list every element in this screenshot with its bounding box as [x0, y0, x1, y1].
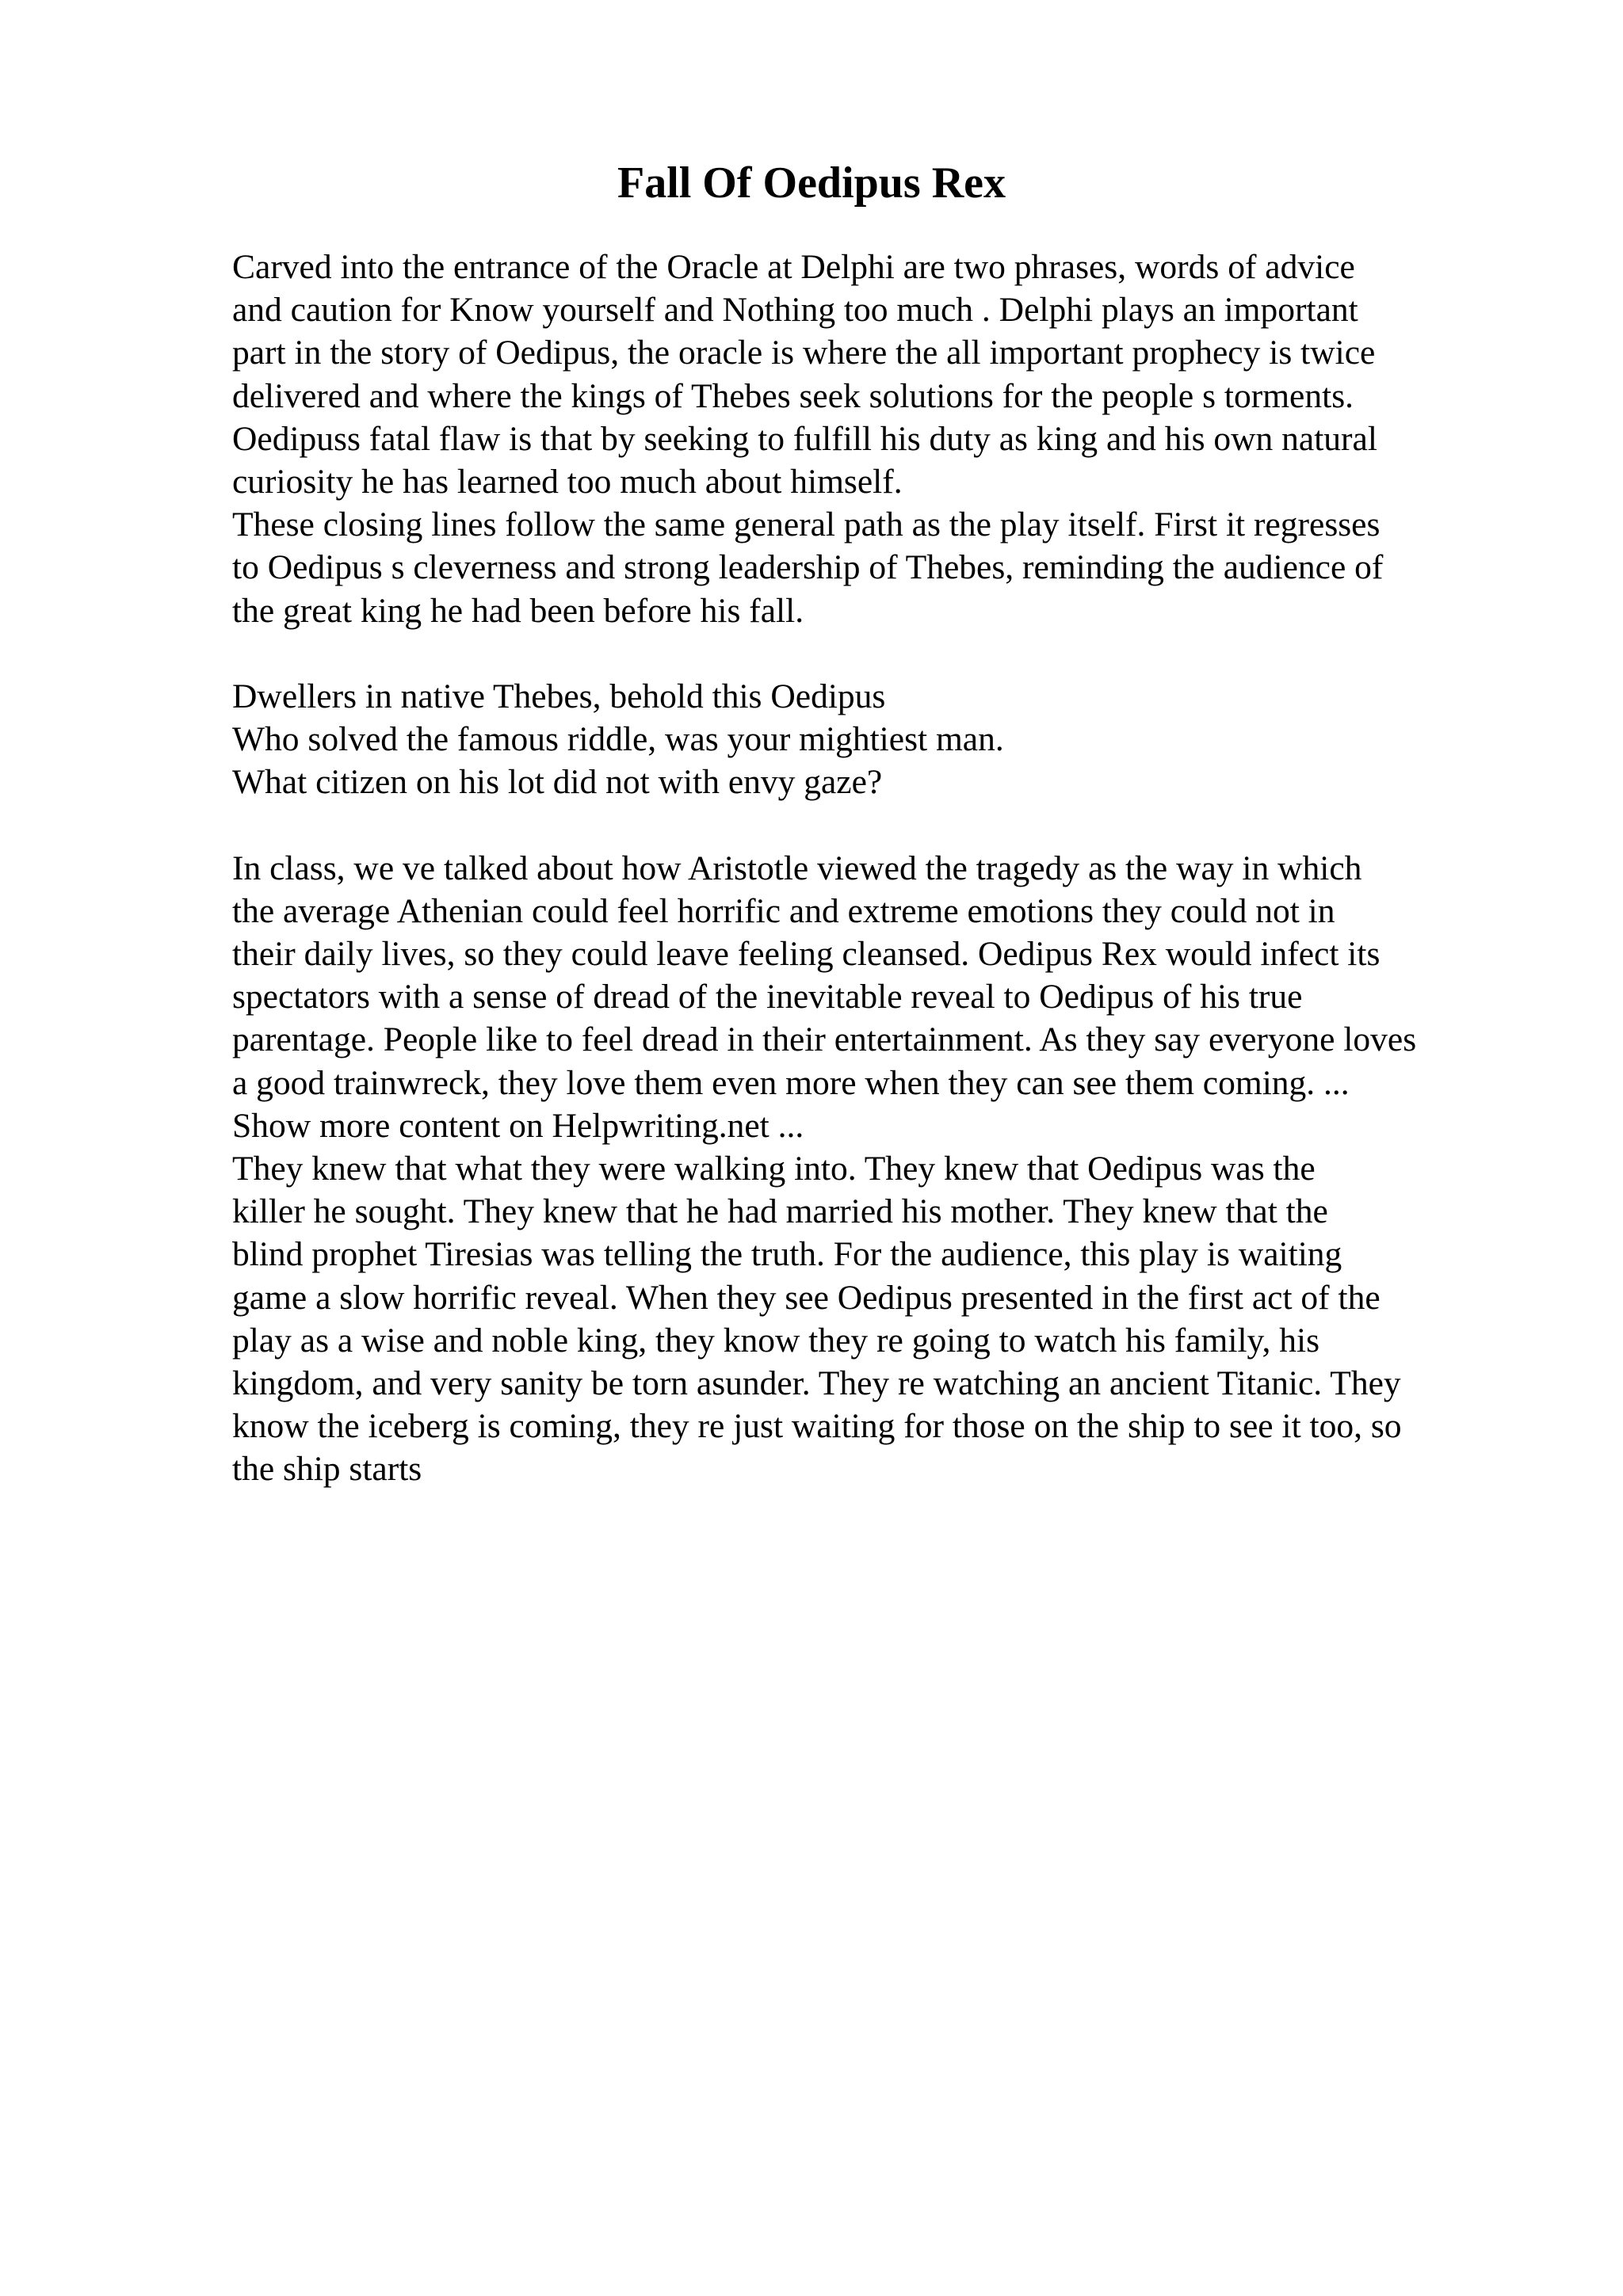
text-line: parentage. People like to feel dread in their entertainment. As they say everyone loves	[232, 1020, 1417, 1059]
paragraph-spacer	[232, 803, 1595, 846]
page-title: Fall Of Oedipus Rex	[617, 158, 1006, 208]
verse-line: Who solved the famous riddle, was your mightiest man.	[232, 720, 1004, 759]
text-line: to Oedipus s cleverness and strong leadership of Thebes, reminding the audience of	[232, 548, 1384, 587]
text-line: kingdom, and very sanity be torn asunder. They re watching an ancient Titanic. They	[232, 1363, 1401, 1402]
text-line: Carved into the entrance of the Oracle at Delphi are two phrases, words of advice	[232, 248, 1355, 286]
paragraph-4	[232, 1147, 1595, 1491]
text-line: and caution for Know yourself and Nothing too much . Delphi plays an important	[232, 291, 1358, 330]
paragraph-spacer	[232, 632, 1595, 675]
text-line: their daily lives, so they could leave feeling cleansed. Oedipus Rex would infect its	[232, 935, 1381, 973]
verse-line: Dwellers in native Thebes, behold this Oedipus	[232, 677, 886, 715]
text-line: Oedipuss fatal flaw is that by seeking to fulfill his duty as king and his own natural	[232, 419, 1377, 458]
text-line: They knew that what they were walking into. They knew that Oedipus was the	[232, 1149, 1316, 1188]
text-line: the great king he had been before his fall.	[232, 591, 804, 630]
document-body	[232, 246, 1595, 1490]
text-line: part in the story of Oedipus, the oracle is where the all important prophecy is twice	[232, 334, 1376, 372]
text-line: play as a wise and noble king, they know they re going to watch his family, his	[232, 1321, 1319, 1360]
text-line: In class, we ve talked about how Aristotle viewed the tragedy as the way in which	[232, 849, 1362, 887]
text-line: blind prophet Tiresias was telling the truth. For the audience, this play is waiting	[232, 1235, 1342, 1274]
text-line: game a slow horrific reveal. When they see Oedipus presented in the first act of the	[232, 1278, 1381, 1317]
text-line: killer he sought. They knew that he had married his mother. They knew that the	[232, 1192, 1328, 1231]
verse-line: What citizen on his lot did not with envy gaze?	[232, 763, 883, 802]
paragraph-1	[232, 246, 1595, 503]
text-line: These closing lines follow the same general path as the play itself. First it regresses	[232, 505, 1381, 544]
text-line: curiosity he has learned too much about himself.	[232, 462, 903, 501]
text-line: delivered and where the kings of Thebes seek solutions for the people s torments.	[232, 376, 1354, 415]
text-line: the ship starts	[232, 1450, 422, 1489]
text-line: a good trainwreck, they love them even more when they can see them coming. ...	[232, 1063, 1350, 1102]
text-line: the average Athenian could feel horrific and extreme emotions they could not in	[232, 891, 1335, 930]
text-line: know the iceberg is coming, they re just waiting for those on the ship to see it too, so	[232, 1407, 1402, 1446]
verse-quote	[232, 675, 1595, 804]
paragraph-3	[232, 847, 1595, 1104]
show-more-text: Show more content on Helpwriting.net ...	[232, 1106, 804, 1145]
paragraph-2	[232, 503, 1595, 632]
text-line: spectators with a sense of dread of the inevitable reveal to Oedipus of his true	[232, 978, 1303, 1016]
